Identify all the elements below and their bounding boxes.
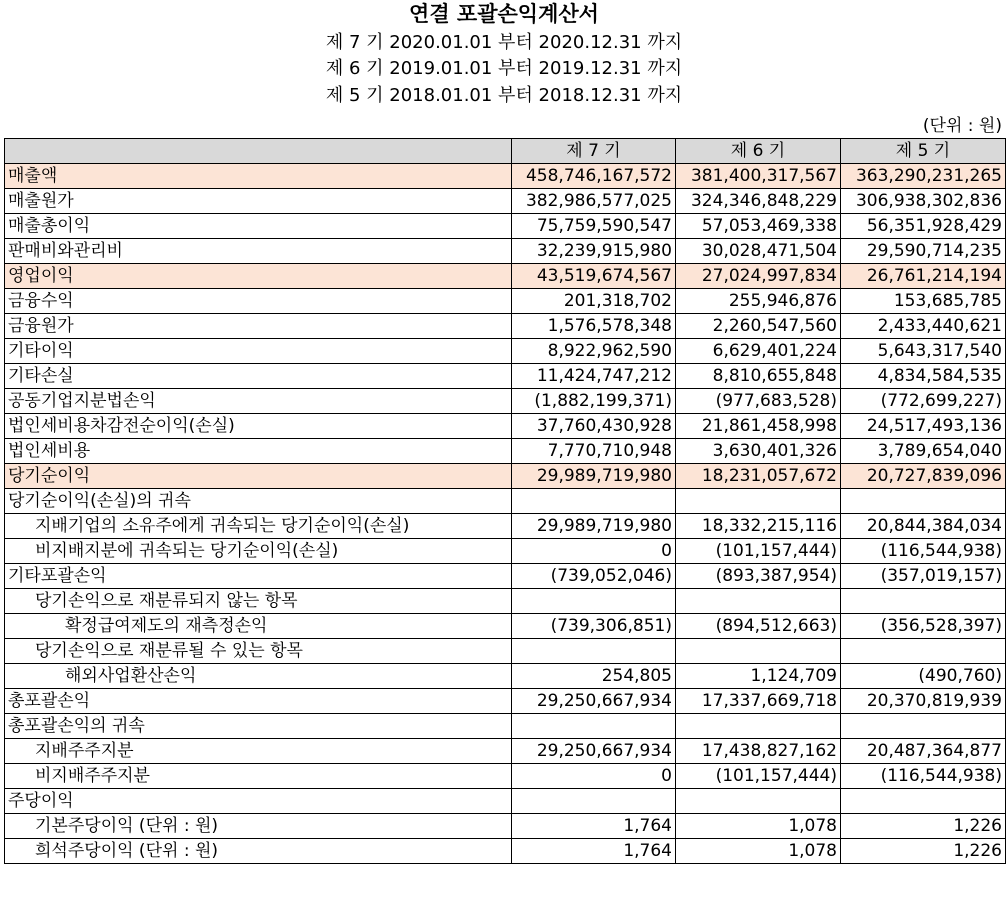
row-label: 당기손익으로 재분류되지 않는 항목 bbox=[5, 589, 512, 614]
row-label: 지배주주지분 bbox=[5, 739, 512, 764]
value-period-7: 29,989,719,980 bbox=[512, 514, 676, 539]
value-period-6 bbox=[676, 639, 841, 664]
value-period-6: 18,332,215,116 bbox=[676, 514, 841, 539]
table-row bbox=[5, 664, 1006, 689]
value-period-7: (739,306,851) bbox=[512, 614, 676, 639]
value-period-7: 29,250,667,934 bbox=[512, 739, 676, 764]
value-period-5: 26,761,214,194 bbox=[841, 264, 1006, 289]
row-label: 총포괄손익 bbox=[5, 689, 512, 714]
value-period-6: 17,337,669,718 bbox=[676, 689, 841, 714]
value-period-7 bbox=[512, 639, 676, 664]
value-period-7: 29,250,667,934 bbox=[512, 689, 676, 714]
value-period-6: 18,231,057,672 bbox=[676, 464, 841, 489]
row-label: 영업이익 bbox=[5, 264, 512, 289]
value-period-5: (116,544,938) bbox=[841, 764, 1006, 789]
period-line-6: 제 6 기 2019.01.01 부터 2019.12.31 까지 bbox=[325, 58, 683, 79]
table-row bbox=[5, 389, 1006, 414]
unit-label: (단위 : 원) bbox=[922, 116, 1002, 136]
value-period-7: 0 bbox=[512, 764, 676, 789]
value-period-6 bbox=[676, 789, 841, 814]
table-row bbox=[5, 764, 1006, 789]
table-row bbox=[5, 164, 1006, 189]
table-row bbox=[5, 839, 1006, 864]
value-period-7: 8,922,962,590 bbox=[512, 339, 676, 364]
value-period-7: 29,989,719,980 bbox=[512, 464, 676, 489]
value-period-7 bbox=[512, 789, 676, 814]
row-label: 해외사업환산손익 bbox=[5, 664, 512, 689]
table-row bbox=[5, 689, 1006, 714]
value-period-7: 32,239,915,980 bbox=[512, 239, 676, 264]
row-label: 주당이익 bbox=[5, 789, 512, 814]
row-label: 지배기업의 소유주에게 귀속되는 당기순이익(손실) bbox=[5, 514, 512, 539]
table-row bbox=[5, 539, 1006, 564]
value-period-5: 4,834,584,535 bbox=[841, 364, 1006, 389]
value-period-6: 8,810,655,848 bbox=[676, 364, 841, 389]
value-period-7: 458,746,167,572 bbox=[512, 164, 676, 189]
value-period-5: 3,789,654,040 bbox=[841, 439, 1006, 464]
table-row bbox=[5, 239, 1006, 264]
value-period-6: 1,078 bbox=[676, 839, 841, 864]
income-statement-table bbox=[4, 138, 1006, 864]
row-label: 기본주당이익 (단위 : 원) bbox=[5, 814, 512, 839]
value-period-7: (739,052,046) bbox=[512, 564, 676, 589]
value-period-5: 20,844,384,034 bbox=[841, 514, 1006, 539]
row-label: 법인세비용 bbox=[5, 439, 512, 464]
value-period-7 bbox=[512, 489, 676, 514]
table-body bbox=[5, 164, 1006, 864]
row-label: 희석주당이익 (단위 : 원) bbox=[5, 839, 512, 864]
value-period-5: 20,370,819,939 bbox=[841, 689, 1006, 714]
value-period-5 bbox=[841, 789, 1006, 814]
value-period-5: 2,433,440,621 bbox=[841, 314, 1006, 339]
statement-title: 연결 포괄손익계산서 bbox=[409, 2, 599, 26]
value-period-6: (894,512,663) bbox=[676, 614, 841, 639]
value-period-7: 37,760,430,928 bbox=[512, 414, 676, 439]
value-period-6 bbox=[676, 589, 841, 614]
value-period-6: 1,078 bbox=[676, 814, 841, 839]
row-label: 금융원가 bbox=[5, 314, 512, 339]
value-period-5: 1,226 bbox=[841, 814, 1006, 839]
header-period-7: 제 7 기 bbox=[512, 139, 676, 164]
table-row bbox=[5, 789, 1006, 814]
value-period-7: 11,424,747,212 bbox=[512, 364, 676, 389]
row-label: 매출총이익 bbox=[5, 214, 512, 239]
value-period-7: 75,759,590,547 bbox=[512, 214, 676, 239]
value-period-7 bbox=[512, 714, 676, 739]
table-row bbox=[5, 264, 1006, 289]
value-period-6: 381,400,317,567 bbox=[676, 164, 841, 189]
row-label: 비지배지분에 귀속되는 당기순이익(손실) bbox=[5, 539, 512, 564]
value-period-5: (356,528,397) bbox=[841, 614, 1006, 639]
value-period-6: 57,053,469,338 bbox=[676, 214, 841, 239]
value-period-6: 6,629,401,224 bbox=[676, 339, 841, 364]
value-period-7: 1,764 bbox=[512, 814, 676, 839]
row-label: 당기순이익(손실)의 귀속 bbox=[5, 489, 512, 514]
period-line-5: 제 5 기 2018.01.01 부터 2018.12.31 까지 bbox=[325, 85, 683, 106]
value-period-5 bbox=[841, 639, 1006, 664]
value-period-5: 153,685,785 bbox=[841, 289, 1006, 314]
value-period-5 bbox=[841, 714, 1006, 739]
table-row bbox=[5, 289, 1006, 314]
table-row bbox=[5, 739, 1006, 764]
row-label: 기타포괄손익 bbox=[5, 564, 512, 589]
table-row bbox=[5, 364, 1006, 389]
row-label: 매출액 bbox=[5, 164, 512, 189]
value-period-6 bbox=[676, 714, 841, 739]
table-row bbox=[5, 639, 1006, 664]
row-label: 총포괄손익의 귀속 bbox=[5, 714, 512, 739]
value-period-7: 1,576,578,348 bbox=[512, 314, 676, 339]
value-period-5 bbox=[841, 589, 1006, 614]
value-period-6: (893,387,954) bbox=[676, 564, 841, 589]
row-label: 확정급여제도의 재측정손익 bbox=[5, 614, 512, 639]
value-period-5: (116,544,938) bbox=[841, 539, 1006, 564]
value-period-6: 255,946,876 bbox=[676, 289, 841, 314]
value-period-5: (357,019,157) bbox=[841, 564, 1006, 589]
table-row bbox=[5, 189, 1006, 214]
table-row bbox=[5, 564, 1006, 589]
value-period-7: 382,986,577,025 bbox=[512, 189, 676, 214]
value-period-5: 306,938,302,836 bbox=[841, 189, 1006, 214]
row-label: 기타이익 bbox=[5, 339, 512, 364]
row-label: 비지배주주지분 bbox=[5, 764, 512, 789]
value-period-5: 20,487,364,877 bbox=[841, 739, 1006, 764]
value-period-6: (101,157,444) bbox=[676, 539, 841, 564]
value-period-5: 56,351,928,429 bbox=[841, 214, 1006, 239]
period-line-7: 제 7 기 2020.01.01 부터 2020.12.31 까지 bbox=[325, 32, 683, 53]
value-period-5: 5,643,317,540 bbox=[841, 339, 1006, 364]
table-row bbox=[5, 514, 1006, 539]
value-period-7: 7,770,710,948 bbox=[512, 439, 676, 464]
table-row bbox=[5, 489, 1006, 514]
value-period-6: 30,028,471,504 bbox=[676, 239, 841, 264]
value-period-5 bbox=[841, 489, 1006, 514]
value-period-5: 24,517,493,136 bbox=[841, 414, 1006, 439]
table-row bbox=[5, 414, 1006, 439]
table-row bbox=[5, 589, 1006, 614]
row-label: 금융수익 bbox=[5, 289, 512, 314]
row-label: 법인세비용차감전순이익(손실) bbox=[5, 414, 512, 439]
value-period-6: 17,438,827,162 bbox=[676, 739, 841, 764]
table-row bbox=[5, 339, 1006, 364]
table-row bbox=[5, 814, 1006, 839]
value-period-6: 21,861,458,998 bbox=[676, 414, 841, 439]
table-row bbox=[5, 614, 1006, 639]
value-period-6: 2,260,547,560 bbox=[676, 314, 841, 339]
table-row bbox=[5, 714, 1006, 739]
value-period-5: 1,226 bbox=[841, 839, 1006, 864]
header-period-6: 제 6 기 bbox=[676, 139, 841, 164]
table-row bbox=[5, 314, 1006, 339]
value-period-7: (1,882,199,371) bbox=[512, 389, 676, 414]
value-period-7: 1,764 bbox=[512, 839, 676, 864]
value-period-7: 201,318,702 bbox=[512, 289, 676, 314]
value-period-7: 0 bbox=[512, 539, 676, 564]
value-period-6: 1,124,709 bbox=[676, 664, 841, 689]
table-header-row bbox=[5, 139, 1006, 164]
value-period-6 bbox=[676, 489, 841, 514]
value-period-6: (977,683,528) bbox=[676, 389, 841, 414]
row-label: 판매비와관리비 bbox=[5, 239, 512, 264]
header-account bbox=[5, 139, 512, 164]
value-period-6: (101,157,444) bbox=[676, 764, 841, 789]
value-period-5: 20,727,839,096 bbox=[841, 464, 1006, 489]
row-label: 기타손실 bbox=[5, 364, 512, 389]
row-label: 당기순이익 bbox=[5, 464, 512, 489]
row-label: 매출원가 bbox=[5, 189, 512, 214]
value-period-5: (772,699,227) bbox=[841, 389, 1006, 414]
row-label: 공동기업지분법손익 bbox=[5, 389, 512, 414]
table-row bbox=[5, 439, 1006, 464]
header-period-5: 제 5 기 bbox=[841, 139, 1006, 164]
value-period-7: 254,805 bbox=[512, 664, 676, 689]
value-period-6: 3,630,401,326 bbox=[676, 439, 841, 464]
value-period-5: 363,290,231,265 bbox=[841, 164, 1006, 189]
value-period-7 bbox=[512, 589, 676, 614]
row-label: 당기손익으로 재분류될 수 있는 항목 bbox=[5, 639, 512, 664]
table-row bbox=[5, 464, 1006, 489]
value-period-7: 43,519,674,567 bbox=[512, 264, 676, 289]
value-period-5: (490,760) bbox=[841, 664, 1006, 689]
value-period-6: 324,346,848,229 bbox=[676, 189, 841, 214]
table-row bbox=[5, 214, 1006, 239]
value-period-6: 27,024,997,834 bbox=[676, 264, 841, 289]
value-period-5: 29,590,714,235 bbox=[841, 239, 1006, 264]
